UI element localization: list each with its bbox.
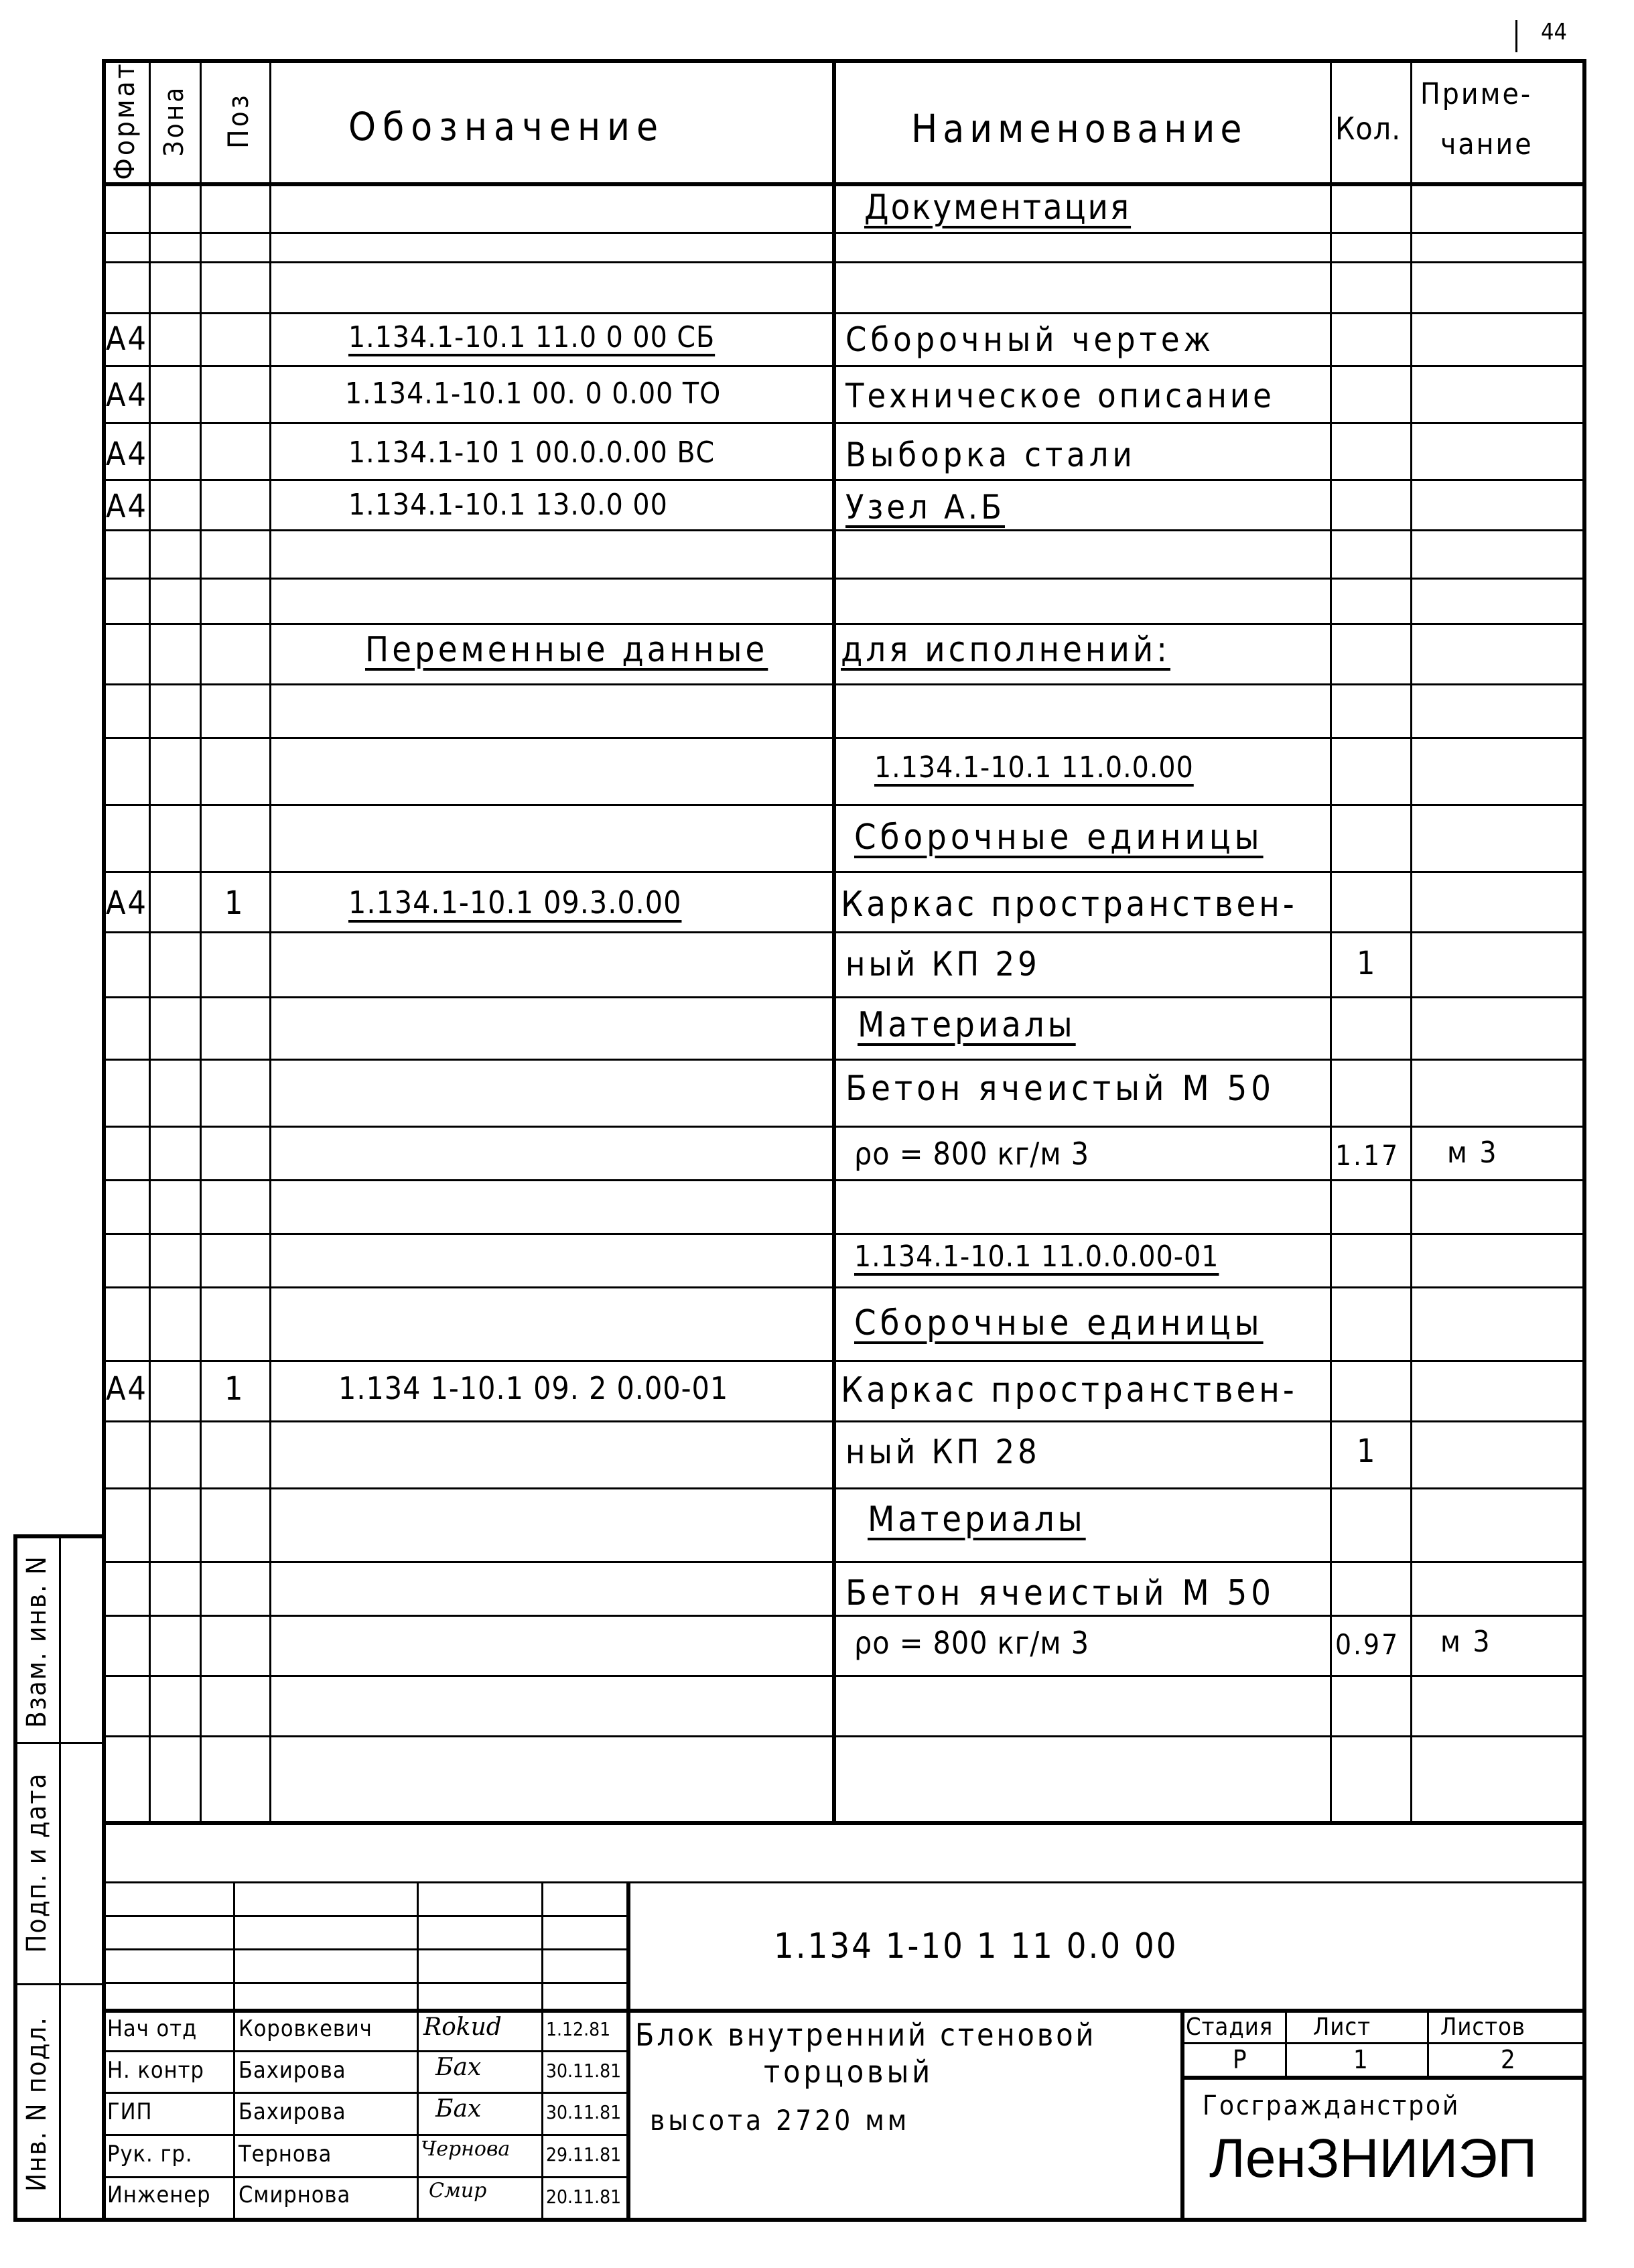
- tb-org-line2: ЛенЗНИИЭП: [1209, 2128, 1538, 2189]
- row1-name: Документация: [864, 188, 1132, 228]
- col-line-1: [149, 59, 151, 1821]
- tb-stage: Р: [1233, 2045, 1247, 2074]
- page-number: 44: [1541, 19, 1567, 46]
- staff-name: Бахирова: [239, 2098, 346, 2125]
- staff-role: Рук. гр.: [107, 2141, 193, 2167]
- row-line: [102, 931, 1586, 933]
- row15-name: Бетон ячеистый М 50: [845, 1069, 1276, 1109]
- tb-col-4: [626, 1881, 630, 2218]
- row-line: [102, 1487, 1586, 1489]
- row20-designation: 1.134 1-10.1 09. 2 0.00-01: [338, 1370, 729, 1406]
- row5-format: А4: [106, 436, 148, 473]
- header-designation: Обозначение: [348, 104, 665, 149]
- row-line: [102, 1615, 1586, 1617]
- tb-line: [102, 2092, 628, 2094]
- tb-stage-left: [1180, 2009, 1184, 2218]
- header-pos: Поз: [221, 92, 255, 149]
- row16-note: м 3: [1447, 1136, 1499, 1170]
- row13-qty: 1: [1357, 945, 1377, 982]
- row-line: [102, 578, 1586, 580]
- tb-stage-line: [1180, 2076, 1586, 2080]
- row3-name: Сборочный чертеж: [845, 320, 1215, 359]
- tb-line: [102, 1915, 628, 1917]
- staff-name: Смирнова: [239, 2182, 351, 2208]
- staff-date: 30.11.81: [546, 2101, 622, 2123]
- row-line: [102, 683, 1586, 685]
- staff-name: Бахирова: [239, 2057, 346, 2084]
- row-line: [102, 1420, 1586, 1422]
- row-line: [102, 1881, 1586, 1883]
- row3-format: А4: [106, 320, 148, 358]
- row-line: [102, 737, 1586, 739]
- row8-name: для исполнений:: [841, 630, 1171, 670]
- header-note-line2: чание: [1440, 127, 1534, 161]
- frame-top: [102, 59, 1586, 63]
- tb-stage-label: Стадия: [1186, 2013, 1274, 2041]
- side-inv-orig: Инв. N подл.: [21, 2016, 52, 2192]
- staff-role: ГИП: [107, 2098, 153, 2125]
- tb-line: [102, 1948, 628, 1950]
- row4-name: Техническое описание: [845, 377, 1275, 415]
- header-name: Наименование: [911, 106, 1247, 151]
- row14-name: Материалы: [858, 1005, 1076, 1045]
- tb-line: [102, 2176, 628, 2178]
- tb-sheets-label: Листов: [1440, 2013, 1525, 2041]
- staff-signature: Бах: [435, 2054, 482, 2081]
- tb-sheet-label: Лист: [1313, 2013, 1371, 2041]
- side-sign-date: Подп. и дата: [21, 1772, 52, 1953]
- staff-date: 30.11.81: [546, 2060, 622, 2082]
- tb-line-main: [102, 2009, 1586, 2013]
- side-stamp-divider: [59, 1534, 61, 2218]
- tb-doc-code: 1.134 1-10 1 11 0.0 00: [774, 1926, 1178, 1966]
- row12-designation: 1.134.1-10.1 09.3.0.00: [348, 884, 682, 921]
- row-line: [102, 261, 1586, 263]
- page-number-tick: [1515, 20, 1517, 52]
- row-line: [102, 312, 1586, 314]
- row12-format: А4: [106, 884, 148, 922]
- side-replace-inv: Взам. инв. N: [21, 1555, 52, 1728]
- tb-col-1: [233, 1881, 235, 2218]
- header-format: Формат: [107, 61, 141, 180]
- col-line-5: [1330, 59, 1332, 1821]
- tb-line: [102, 2050, 628, 2052]
- row6-format: А4: [106, 488, 148, 525]
- tb-sheets: 2: [1501, 2045, 1515, 2074]
- tb-title-line3: высота 2720 мм: [650, 2104, 910, 2137]
- row16-name: ρо = 800 кг/м 3: [854, 1136, 1090, 1172]
- staff-signature: Чернова: [421, 2137, 510, 2161]
- header-bottom-line: [102, 182, 1586, 186]
- side-stamp-top: [13, 1534, 104, 1538]
- staff-name: Коровкевич: [239, 2015, 372, 2042]
- row5-designation: 1.134.1-10 1 00.0.0.00 ВС: [348, 436, 716, 470]
- row20-format: А4: [106, 1370, 148, 1408]
- row-line: [102, 1126, 1586, 1128]
- tb-line: [102, 1982, 628, 1984]
- row-line: [102, 422, 1586, 424]
- staff-name: Тернова: [239, 2141, 332, 2167]
- tb-col-3: [541, 1881, 543, 2218]
- row19-name: Сборочные единицы: [854, 1303, 1264, 1343]
- row-line: [102, 1735, 1586, 1737]
- row11-name: Сборочные единицы: [854, 817, 1264, 858]
- col-line-4: [832, 59, 836, 1821]
- row24-qty: 0.97: [1335, 1628, 1400, 1661]
- row3-designation: 1.134.1-10.1 11.0 0 00 СБ: [348, 320, 716, 354]
- staff-date: 29.11.81: [546, 2143, 622, 2165]
- row12-name: Каркас пространствен-: [841, 884, 1298, 925]
- row20-pos: 1: [224, 1370, 245, 1408]
- row24-note: м 3: [1440, 1625, 1492, 1659]
- tb-col-2: [417, 1881, 419, 2218]
- staff-role: Н. контр: [107, 2057, 204, 2084]
- tb-title-line1: Блок внутренний стеновой: [635, 2017, 1097, 2053]
- row-line: [102, 871, 1586, 873]
- row-line: [102, 1675, 1586, 1677]
- col-line-3: [269, 59, 271, 1821]
- row22-name: Материалы: [868, 1499, 1086, 1540]
- row5-name: Выборка стали: [845, 436, 1136, 474]
- staff-date: 1.12.81: [546, 2018, 611, 2040]
- staff-signature: Бах: [435, 2095, 482, 2123]
- row-line: [102, 479, 1586, 481]
- tb-org-line1: Госгражданстрой: [1203, 2090, 1460, 2121]
- frame-bottom: [13, 2218, 1586, 2222]
- row4-format: А4: [106, 377, 148, 414]
- staff-signature: Смир: [429, 2179, 487, 2202]
- row23-name: Бетон ячеистый М 50: [845, 1573, 1276, 1613]
- col-line-6: [1410, 59, 1412, 1821]
- table-bottom-line: [102, 1821, 1586, 1825]
- row-line: [102, 1179, 1586, 1181]
- row21-name: ный КП 28: [845, 1432, 1040, 1471]
- row4-designation: 1.134.1-10.1 00. 0 0.00 ТО: [345, 377, 722, 411]
- row21-qty: 1: [1357, 1432, 1377, 1470]
- row8-designation: Переменные данные: [365, 630, 768, 670]
- row-line: [102, 529, 1586, 531]
- row-line: [102, 232, 1586, 234]
- col-line-2: [200, 59, 202, 1821]
- row12-pos: 1: [224, 884, 245, 922]
- header-note-line1: Приме-: [1420, 77, 1533, 111]
- tb-title-line2: торцовый: [764, 2054, 934, 2090]
- row16-qty: 1.17: [1335, 1139, 1400, 1172]
- row-line: [102, 1561, 1586, 1563]
- row-line: [102, 996, 1586, 998]
- side-stamp-line: [13, 1742, 104, 1744]
- staff-role: Инженер: [107, 2182, 211, 2208]
- tb-line: [102, 2134, 628, 2136]
- row-line: [102, 1059, 1586, 1061]
- row18-name: 1.134.1-10.1 11.0.0.00-01: [854, 1240, 1219, 1274]
- row-line: [102, 1286, 1586, 1288]
- row24-name: ρо = 800 кг/м 3: [854, 1625, 1090, 1661]
- row-line: [102, 365, 1586, 367]
- row6-name: Узел А.Б: [845, 488, 1005, 527]
- header-zone: Зона: [159, 84, 190, 157]
- staff-signature: Rokud: [423, 2013, 502, 2041]
- row-line: [102, 623, 1586, 625]
- row-line: [102, 1360, 1586, 1362]
- header-qty: Кол.: [1335, 111, 1402, 147]
- row10-name: 1.134.1-10.1 11.0.0.00: [874, 750, 1194, 785]
- row20-name: Каркас пространствен-: [841, 1370, 1298, 1410]
- frame-right: [1582, 59, 1586, 2218]
- tb-sheet: 1: [1353, 2045, 1368, 2074]
- tb-stage-line: [1180, 2042, 1586, 2044]
- row6-designation: 1.134.1-10.1 13.0.0 00: [348, 488, 668, 522]
- side-stamp-line: [13, 1983, 104, 1985]
- staff-role: Нач отд: [107, 2015, 198, 2042]
- row-line: [102, 1233, 1586, 1235]
- staff-date: 20.11.81: [546, 2186, 622, 2208]
- row13-name: ный КП 29: [845, 945, 1040, 984]
- row-line: [102, 804, 1586, 806]
